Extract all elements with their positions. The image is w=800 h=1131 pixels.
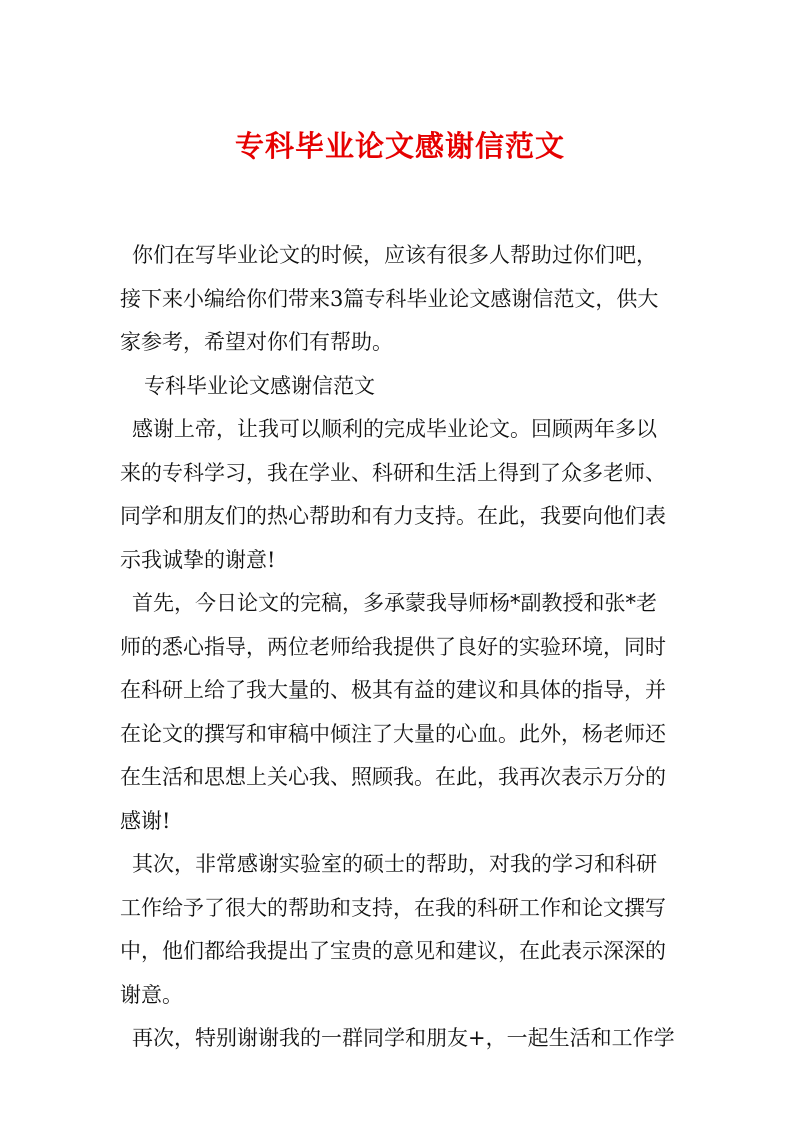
body-line: 在科研上给了我大量的、极其有益的建议和具体的指导，并 (120, 678, 666, 702)
section-heading: 专科毕业论文感谢信范文 (144, 373, 375, 398)
body-line: 感谢! (120, 808, 171, 833)
body-line: 中，他们都给我提出了宝贵的意见和建议，在此表示深深的 (120, 939, 666, 963)
body-line: 工作给予了很大的帮助和支持，在我的科研工作和论文撰写 (120, 895, 666, 920)
body-line: 师的悉心指导，两位老师给我提供了良好的实验环境，同时 (120, 634, 666, 659)
body-line: 示我诚挚的谢意! (120, 547, 276, 572)
body-line: 首先，今日论文的完稿，多承蒙我导师杨*副教授和张*老 (132, 591, 657, 615)
body-line: 谢意。 (120, 982, 183, 1007)
body-line: 在论文的撰写和审稿中倾注了大量的心血。此外，杨老师还 (120, 721, 666, 746)
body-line: 你们在写毕业论文的时候，应该有很多人帮助过你们吧， (132, 243, 657, 267)
document-body (120, 234, 685, 1061)
body-line: 来的专科学习，我在学业、科研和生活上得到了众多老师、 (120, 460, 666, 485)
body-line: 家参考，希望对你们有帮助。 (120, 330, 393, 354)
body-line: 其次，非常感谢实验室的硕士的帮助，对我的学习和科研 (132, 852, 657, 876)
body-line: 在生活和思想上关心我、照顾我。在此，我再次表示万分的 (120, 765, 666, 789)
document-title: 专科毕业论文感谢信范文 (234, 129, 565, 163)
body-line: 再次，特别谢谢我的一群同学和朋友+，一起生活和工作学 (132, 1026, 675, 1050)
body-line: 同学和朋友们的热心帮助和有力支持。在此，我要向他们表 (120, 504, 666, 528)
body-line: 感谢上帝，让我可以顺利的完成毕业论文。回顾两年多以 (132, 417, 657, 441)
body-line: 接下来小编给你们带来3篇专科毕业论文感谢信范文，供大 (120, 286, 659, 311)
